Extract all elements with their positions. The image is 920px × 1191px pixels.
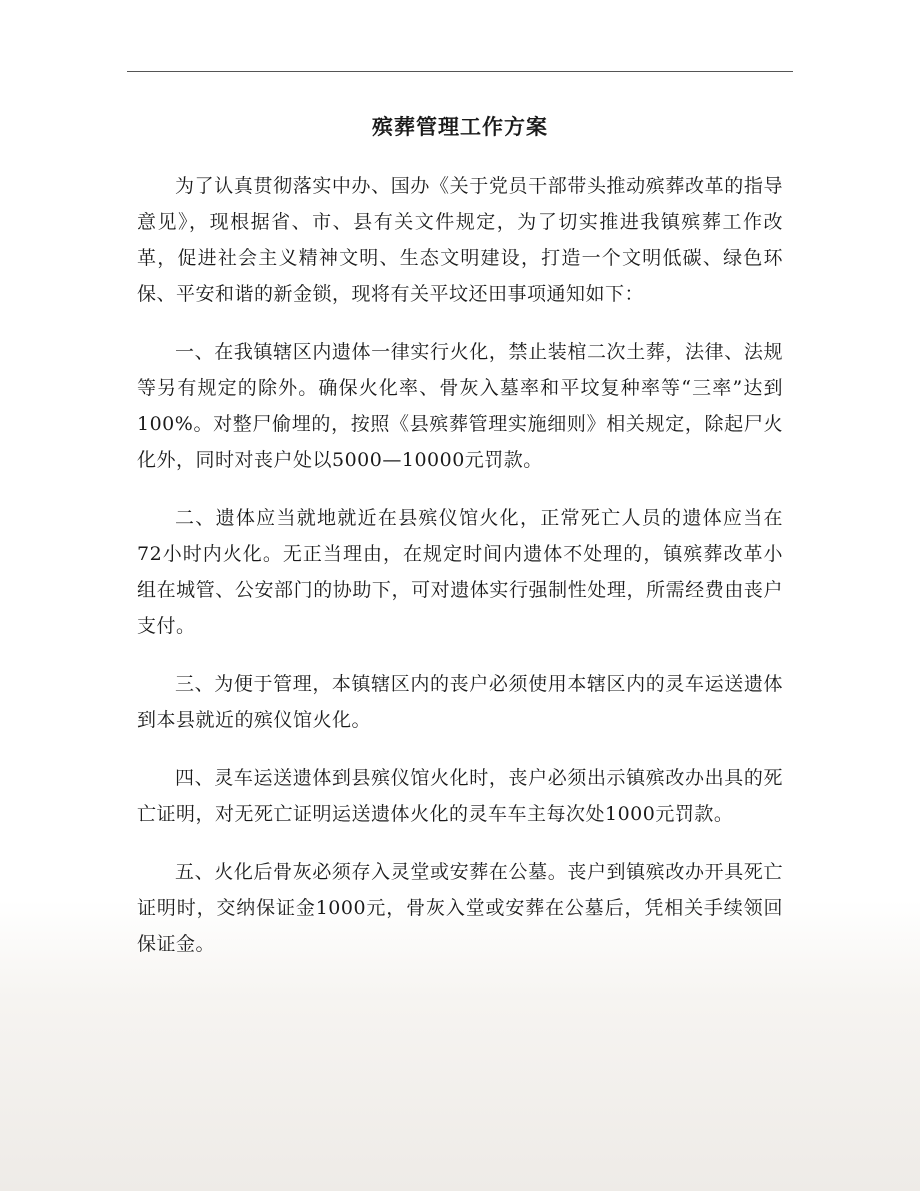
paragraph-item-3: 三、为便于管理，本镇辖区内的丧户必须使用本辖区内的灵车运送遗体到本县就近的殡仪馆火化。 (137, 673, 783, 731)
paragraph-item-2: 二、遗体应当就地就近在县殡仪馆火化，正常死亡人员的遗体应当在72小时内火化。无正当理由，在规定时间内遗体不处理的，镇殡葬改革小组在城管、公安部门的协助下，可对遗体实行强制性处理，所需经费由丧户支付。 (137, 507, 783, 637)
document-title: 殡葬管理工作方案 (372, 114, 548, 139)
paragraph-item-1: 一、在我镇辖区内遗体一律实行火化，禁止装棺二次土葬，法律、法规等另有规定的除外。确保火化率、骨灰入墓率和平坟复种率等“三率”达到100%。对整尸偷埋的，按照《县殡葬管理实施细则》相关规定，除起尸火化外，同时对丧户处以5000—10000元罚款。 (137, 341, 783, 471)
paragraph-item-5: 五、火化后骨灰必须存入灵堂或安葬在公墓。丧户到镇殡改办开具死亡证明时，交纳保证金1000元，骨灰入堂或安葬在公墓后，凭相关手续领回保证金。 (137, 861, 783, 955)
header-rule (127, 71, 793, 72)
paragraph-item-4: 四、灵车运送遗体到县殡仪馆火化时，丧户必须出示镇殡改办出具的死亡证明，对无死亡证明运送遗体火化的灵车车主每次处1000元罚款。 (137, 767, 783, 825)
paragraph-intro: 为了认真贯彻落实中办、国办《关于党员干部带头推动殡葬改革的指导意见》，现根据省、市、县有关文件规定，为了切实推进我镇殡葬工作改革，促进社会主义精神文明、生态文明建设，打造一个文明低碳、绿色环保、平安和谐的新金锁，现将有关平坟还田事项通知如下： (137, 175, 783, 305)
document-body (137, 168, 783, 984)
